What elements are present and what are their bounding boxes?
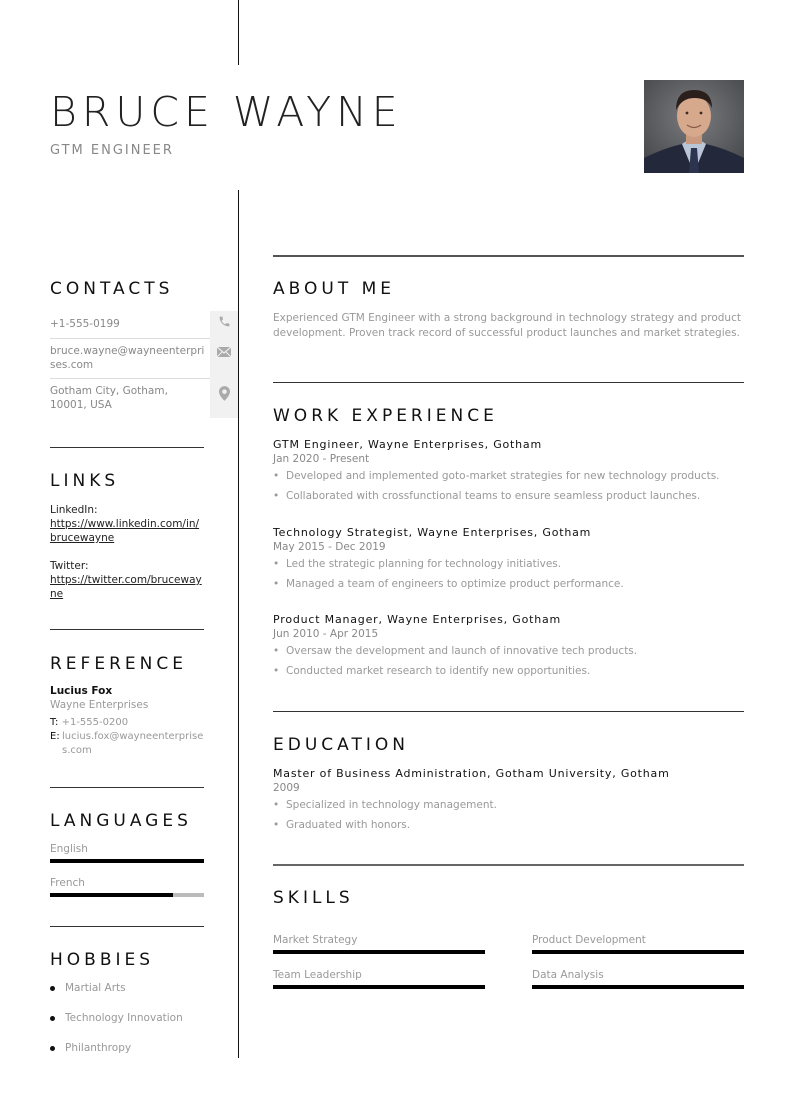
hobby-item: Technology Innovation	[50, 1012, 183, 1024]
education-bullet: • Specialized in technology management.	[273, 799, 497, 811]
vertical-divider-top	[238, 0, 239, 65]
contact-address-text: Gotham City, Gotham, 10001, USA	[50, 385, 168, 411]
languages-heading: LANGUAGES	[50, 811, 192, 831]
language-english-bar	[50, 859, 204, 863]
skill-market-strategy-label: Market Strategy	[273, 934, 358, 946]
divider-about	[273, 255, 744, 257]
contact-phone	[50, 311, 238, 339]
job-dates: May 2015 - Dec 2019	[273, 541, 386, 553]
hobbies-heading: HOBBIES	[50, 950, 155, 970]
job-dates: Jun 2010 - Apr 2015	[273, 628, 379, 640]
work-heading: WORK EXPERIENCE	[273, 406, 498, 426]
bullet-dot-icon	[50, 986, 55, 991]
job-entry	[273, 438, 744, 502]
hobby-item: Philanthropy	[50, 1042, 131, 1054]
about-text: Experienced GTM Engineer with a strong background in technology strategy and product development. Proven track record of successful product launches and market strategies.	[273, 312, 741, 339]
job-bullet: • Developed and implemented goto-market strategies for new technology products.	[273, 470, 720, 482]
divider-hobbies	[50, 926, 204, 927]
location-pin-icon	[210, 378, 238, 418]
reference-name: Lucius Fox	[50, 685, 113, 697]
vertical-divider-main	[238, 190, 239, 1058]
education-heading: EDUCATION	[273, 735, 409, 755]
job-entry	[273, 526, 744, 590]
job-bullet: • Led the strategic planning for technology initiatives.	[273, 558, 562, 570]
job-title: GTM Engineer, Wayne Enterprises, Gotham	[273, 438, 542, 451]
degree-year: 2009	[273, 782, 300, 794]
contact-email-text[interactable]: bruce.wayne@wayneenterprises.com	[50, 345, 205, 371]
skill-market-strategy-bar	[273, 950, 485, 954]
reference-phone	[50, 716, 128, 730]
language-english-label: English	[50, 843, 88, 855]
job-title: Technology Strategist, Wayne Enterprises, Gotham	[273, 526, 592, 539]
about-heading: ABOUT ME	[273, 279, 396, 299]
reference-phone-label: T:	[50, 717, 59, 728]
education-entry	[273, 767, 744, 831]
contact-address	[50, 378, 238, 418]
language-french-label: French	[50, 877, 85, 889]
divider-skills	[273, 864, 744, 866]
reference-email-label: E:	[50, 731, 60, 742]
contact-email	[50, 338, 238, 379]
mail-icon	[210, 338, 238, 378]
language-french-bar	[50, 893, 204, 897]
degree-title: Master of Business Administration, Gotham University, Gotham	[273, 767, 670, 780]
links-heading: LINKS	[50, 471, 120, 491]
profile-photo	[644, 80, 744, 173]
skill-data-analysis-bar	[532, 985, 744, 989]
candidate-name: BRUCE WAYNE	[50, 88, 403, 136]
reference-email	[50, 730, 206, 758]
job-entry	[273, 613, 744, 677]
skills-heading: SKILLS	[273, 888, 354, 908]
reference-phone-value[interactable]: +1-555-0200	[61, 717, 129, 728]
candidate-title: GTM ENGINEER	[50, 143, 174, 158]
job-bullet: • Oversaw the development and launch of innovative tech products.	[273, 645, 638, 657]
reference-company: Wayne Enterprises	[50, 699, 149, 711]
bullet-dot-icon	[50, 1016, 55, 1021]
education-bullet: • Graduated with honors.	[273, 819, 411, 831]
job-title: Product Manager, Wayne Enterprises, Gotham	[273, 613, 562, 626]
phone-icon	[210, 311, 238, 338]
reference-heading: REFERENCE	[50, 654, 187, 674]
bullet-dot-icon	[50, 1046, 55, 1051]
linkedin-link[interactable]: https://www.linkedin.com/in/brucewayne	[50, 518, 200, 544]
job-bullet: • Collaborated with crossfunctional teams to ensure seamless product launches.	[273, 490, 701, 502]
skill-team-leadership-bar	[273, 985, 485, 989]
twitter-link[interactable]: https://twitter.com/brucewayne	[50, 574, 202, 600]
contact-phone-text[interactable]: +1-555-0199	[50, 318, 120, 330]
skill-data-analysis-label: Data Analysis	[532, 969, 604, 981]
divider-education	[273, 711, 744, 712]
reference-email-value[interactable]: lucius.fox@wayneenterprises.com	[62, 731, 204, 756]
divider-work	[273, 382, 744, 383]
skill-product-development-bar	[532, 950, 744, 954]
twitter-label: Twitter:	[50, 560, 89, 572]
portrait-image	[644, 80, 744, 173]
divider-reference	[50, 629, 204, 630]
skill-team-leadership-label: Team Leadership	[273, 969, 362, 981]
divider-languages	[50, 787, 204, 788]
divider-links	[50, 447, 204, 448]
job-bullet: • Conducted market research to identify new opportunities.	[273, 665, 591, 677]
contacts-heading: CONTACTS	[50, 279, 174, 299]
hobby-item: Martial Arts	[50, 982, 126, 994]
job-dates: Jan 2020 - Present	[273, 453, 370, 465]
linkedin-label: LinkedIn:	[50, 504, 98, 516]
job-bullet: • Managed a team of engineers to optimize product performance.	[273, 578, 624, 590]
skill-product-development-label: Product Development	[532, 934, 646, 946]
